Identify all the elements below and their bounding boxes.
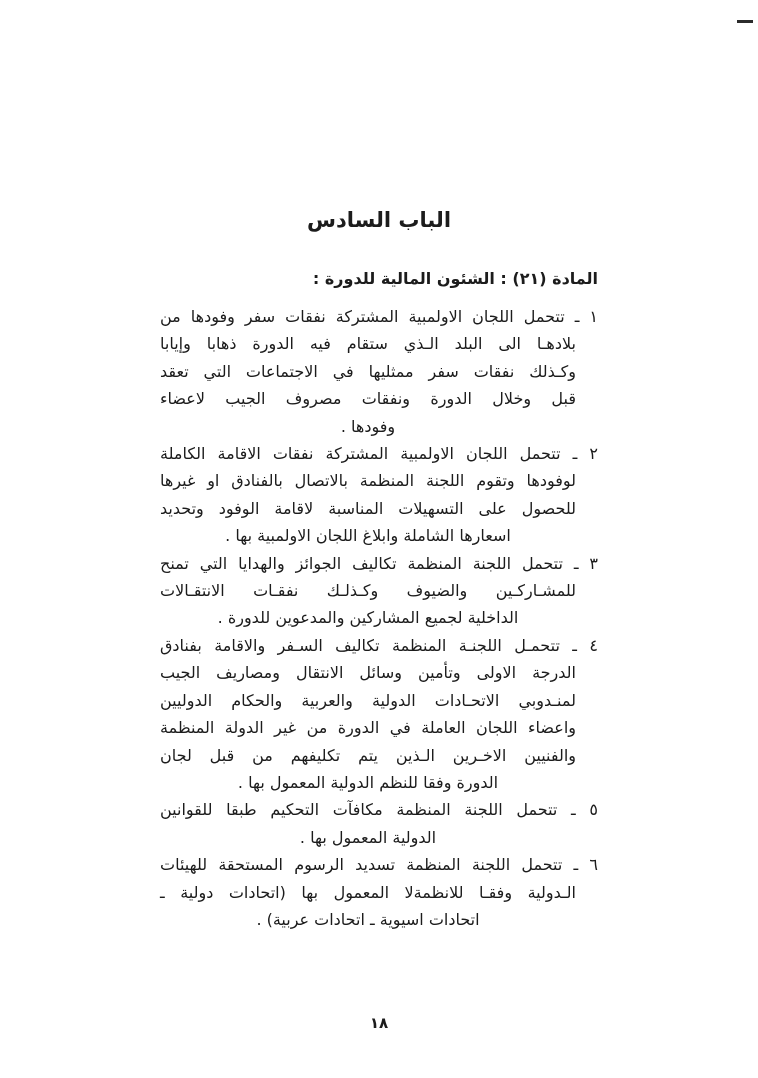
text-line: الـدولية وفقـا للانظمةلا المعمول بها (اتحادات دولية ـ [160,882,576,902]
text-line: ٦ ـ تتحمل اللجنة المنظمة تسديد الرسوم المستحقة للهيئات [160,855,598,875]
article-item-6 [160,851,598,933]
text-line: قبل وخلال الدورة ونفقات مصروف الجيب لاعضاء [160,389,576,409]
text-line: لمنـدوبي الاتحـادات الدولية والعربية والحكام الدوليين [160,690,576,710]
text-line: الداخلية لجميع المشاركين والمدعوين للدورة . [217,608,519,628]
page-number: ١٨ [369,1014,389,1032]
article-item-4 [160,632,598,796]
article-body [160,266,598,933]
scan-corner-dash-mark [737,20,753,23]
text-line: لوفودها وتقوم اللجنة المنظمة بالاتصال بالفنادق او غيرها [160,471,576,491]
text-line: والفنيين الاخـرين الـذين يتم تكليفهم من قبل لجان [160,745,576,765]
text-line: اسعارها الشاملة وابلاغ اللجان الاولمبية بها . [225,526,511,546]
text-line: واعضاء اللجان العاملة في الدورة من غير الدولة المنظمة [160,718,576,738]
text-line: بلادهـا الى البلد الـذي ستقام فيه الدورة ذهابا وإيابا [160,334,576,354]
article-heading: المادة (٢١) : الشئون المالية للدورة : [312,269,598,288]
text-line: ١ ـ تتحمل اللجان الاولمبية المشتركة نفقات سفر وفودها من [160,307,598,326]
text-line: ٢ ـ تتحمل اللجان الاولمبية المشتركة نفقات الاقامة الكاملة [160,444,598,464]
text-line: وكـذلك نفقات سفر ممثليها في الاجتماعات التي تعقد [160,361,576,381]
article-item-1 [160,303,598,440]
article-item-5 [160,796,598,851]
text-line: للمشـاركـين والضيوف وكـذلـك نفقـات الانتقـالات [160,581,576,601]
text-line: ٥ ـ تتحمل اللجنة المنظمة مكافآت التحكيم طبقا للقوانين [160,800,598,820]
article-item-3 [160,550,598,632]
article-item-2 [160,440,598,550]
text-line: ٤ ـ تتحمـل اللجنـة المنظمة تكاليف السـفر والاقامة بفنادق [160,635,598,655]
text-line: الدولية المعمول بها . [299,827,437,847]
text-line: ٣ ـ تتحمل اللجنة المنظمة تكاليف الجوائز والهدايا التي تمنح [160,553,598,573]
text-line: وفودها . [340,416,396,436]
text-line: للحصول على التسهيلات المناسبة لاقامة الوفود وتحديد [160,498,576,518]
text-line: الدورة وفقا للنظم الدولية المعمول بها . [237,772,499,792]
text-line: الدرجة الاولى وتأمين وسائل الانتقال ومصاريف الجيب [160,663,576,683]
chapter-title: الباب السادس [306,208,452,232]
text-line: اتحادات اسيوية ـ اتحادات عربية) . [256,909,480,929]
